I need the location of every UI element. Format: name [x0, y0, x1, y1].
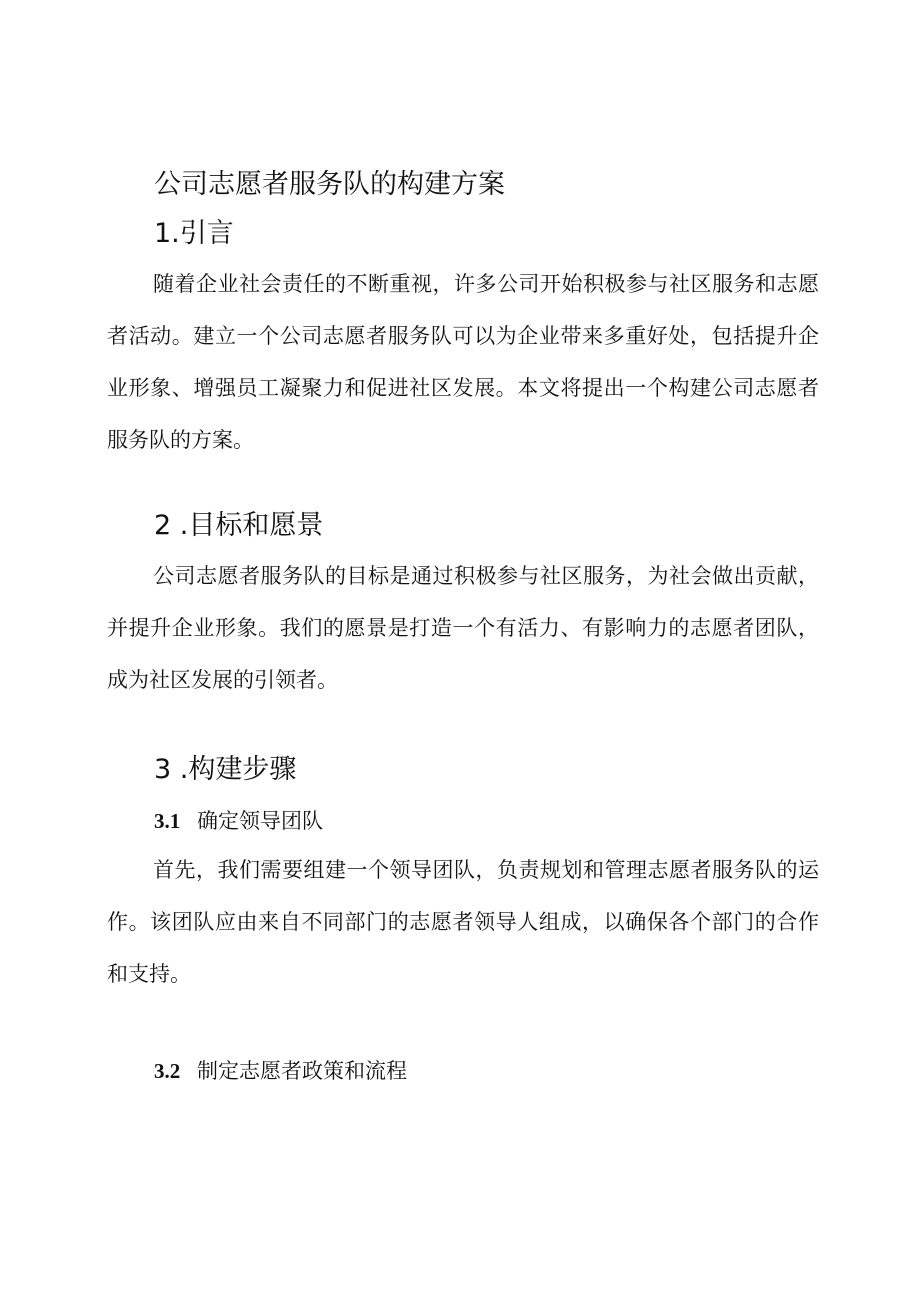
- subsection-heading-leadership-team: [154, 805, 323, 837]
- subsection-paragraph-leadership-team: 首先，我们需要组建一个领导团队，负责规划和管理志愿者服务队的运作。该团队应由来自不同部门的志愿者领导人组成，以确保各个部门的合作和支持。: [107, 858, 819, 986]
- subsection-title: 制定志愿者政策和流程: [197, 1059, 407, 1083]
- section-paragraph-introduction: 随着企业社会责任的不断重视，许多公司开始积极参与社区服务和志愿者活动。建立一个公司志愿者服务队可以为企业带来多重好处，包括提升企业形象、增强员工凝聚力和促进社区发展。本文将提出一个构建公司志愿者服务队的方案。: [107, 272, 819, 452]
- subsection-number: 3.1: [154, 809, 181, 833]
- section-heading-build-steps: 3 .构建步骤: [154, 754, 297, 785]
- subsection-heading-policy-process: [154, 1055, 407, 1087]
- section-paragraph-goals-vision: 公司志愿者服务队的目标是通过积极参与社区服务，为社会做出贡献，并提升企业形象。我们的愿景是打造一个有活力、有影响力的志愿者团队，成为社区发展的引领者。: [107, 564, 819, 692]
- document-title: 公司志愿者服务队的构建方案: [154, 169, 505, 200]
- subsection-number: 3.2: [154, 1059, 181, 1083]
- subsection-title: 确定领导团队: [197, 809, 323, 833]
- section-heading-goals-vision: 2 .目标和愿景: [154, 510, 324, 541]
- section-heading-introduction: 1.引言: [154, 218, 234, 249]
